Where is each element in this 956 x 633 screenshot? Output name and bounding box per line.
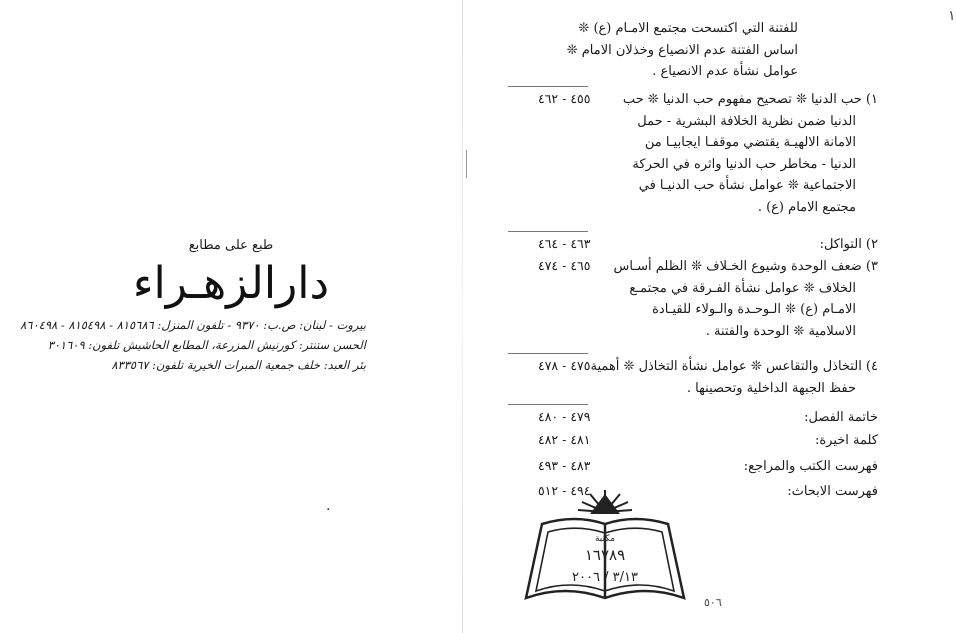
toc-final-label: فهرست الابحاث: (787, 484, 878, 499)
toc-final-item (538, 458, 878, 474)
stamp-date: ٣/١٣ / ٢٠٠٦ (572, 570, 638, 585)
separator-line (508, 404, 588, 405)
stamp-library-label: مكتبة (594, 534, 616, 544)
toc-entry-title: ١) حب الدنيا ❊ تصحيح مفهوم حب الدنيا ❊ حب (622, 92, 878, 107)
separator-line (508, 353, 588, 354)
stray-mark: . (326, 498, 331, 514)
page-number: ٥٠٦ (704, 596, 722, 609)
toc-line: الامانة الالهيـة يقتضي موقفـا ايجابيـا من (644, 135, 856, 150)
toc-entry (538, 255, 878, 342)
toc-line: الامـام (ع) ❊ الـوحـدة والـولاء للقيـادة (652, 302, 856, 317)
toc-entry (538, 88, 878, 218)
toc-entry-title: ٤) التخاذل والتقاعس ❊ عوامل نشأة التخاذل ❊ أهمية (590, 359, 878, 374)
toc-continuation (498, 18, 798, 83)
toc-entry-title: ٢) التواكل: (819, 237, 878, 252)
toc-line: مجتمع الامام (ع) . (757, 199, 856, 215)
printer-imprint (20, 238, 366, 375)
toc-final-label: خاتمة الفصل: (804, 410, 878, 425)
toc-final-pages: ٤٩٤ - ٥١٢ (538, 483, 591, 498)
toc-line: الدنيا - مخاطر حب الدنيا واثره في الحركة (632, 156, 856, 172)
toc-entry-pages: ٤٦٣ - ٤٦٤ (538, 236, 591, 251)
toc-line: حفظ الجبهة الداخلية وتحصينها . (686, 380, 856, 396)
toc-final-item (538, 409, 878, 425)
toc-entry-pages: ٤٦٥ - ٤٧٤ (538, 258, 591, 273)
toc-final-label: فهرست الكتب والمراجع: (743, 459, 878, 474)
toc-final-pages: ٤٧٩ - ٤٨٠ (538, 409, 591, 424)
toc-entry-title: ٣) ضعف الوحدة وشيوع الخـلاف ❊ الظلم أسـاس (613, 259, 878, 274)
toc-entry (538, 233, 878, 256)
sunburst-icon (578, 490, 632, 514)
toc-final-pages: ٤٨٣ - ٤٩٣ (538, 458, 591, 473)
toc-entry-pages: ٤٥٥ - ٤٦٢ (538, 91, 591, 106)
publisher-name: دارالزهـراء (132, 258, 330, 309)
separator-line (508, 231, 588, 232)
gutter-mark (466, 150, 467, 178)
address-line: بيروت - لبنان: ص.ب: ٩٣٧٠ - تلفون المنزل: ٨١٥٦٨٦ - ٨١٥٤٩٨ - ٨٦٠٤٩٨ (20, 318, 366, 332)
toc-line: اساس الفتنة عدم الانصياع وخذلان الامام ❊ (566, 42, 798, 58)
toc-line: الاسلامية ❊ الوحدة والفتنة . (705, 323, 856, 339)
toc-entry-pages: ٤٧٥ - ٤٧٨ (538, 358, 591, 373)
gutter (462, 0, 463, 633)
toc-line: عوامل نشأة عدم الانصياع . (652, 64, 798, 79)
address-line: بئر العبد: خلف جمعية المبرات الخيرية تلفون: ٨٣٣٥٦٧ (111, 358, 366, 372)
toc-final-pages: ٤٨١ - ٤٨٢ (538, 432, 591, 447)
corner-mark: ١ (948, 8, 956, 24)
library-stamp (520, 486, 690, 611)
toc-line: الخلاف ❊ عوامل نشأة الفـرقة في مجتمـع (629, 280, 856, 296)
stamp-accession-number: ١٦٧٨٩ (584, 546, 626, 564)
toc-entry (538, 355, 878, 399)
printed-at-label: طبع على مطابع (188, 238, 274, 253)
toc-final-label: كلمة اخيرة: (814, 433, 878, 448)
toc-line: للفتنة التي اكتسحت مجتمع الامـام (ع) ❊ (578, 21, 798, 36)
toc-line: الاجتماعية ❊ عوامل نشأة حب الدنيـا في (638, 178, 856, 193)
separator-line (508, 86, 588, 87)
toc-line: الدنيا ضمن نظرية الخلافة البشرية - حمل (637, 113, 856, 129)
address-line: الحسن ستنتر: كورنيش المزرعة، المطابع الحاشيش تلفون: ٣٠١٦٠٩ (47, 338, 366, 352)
toc-final-item (538, 432, 878, 448)
